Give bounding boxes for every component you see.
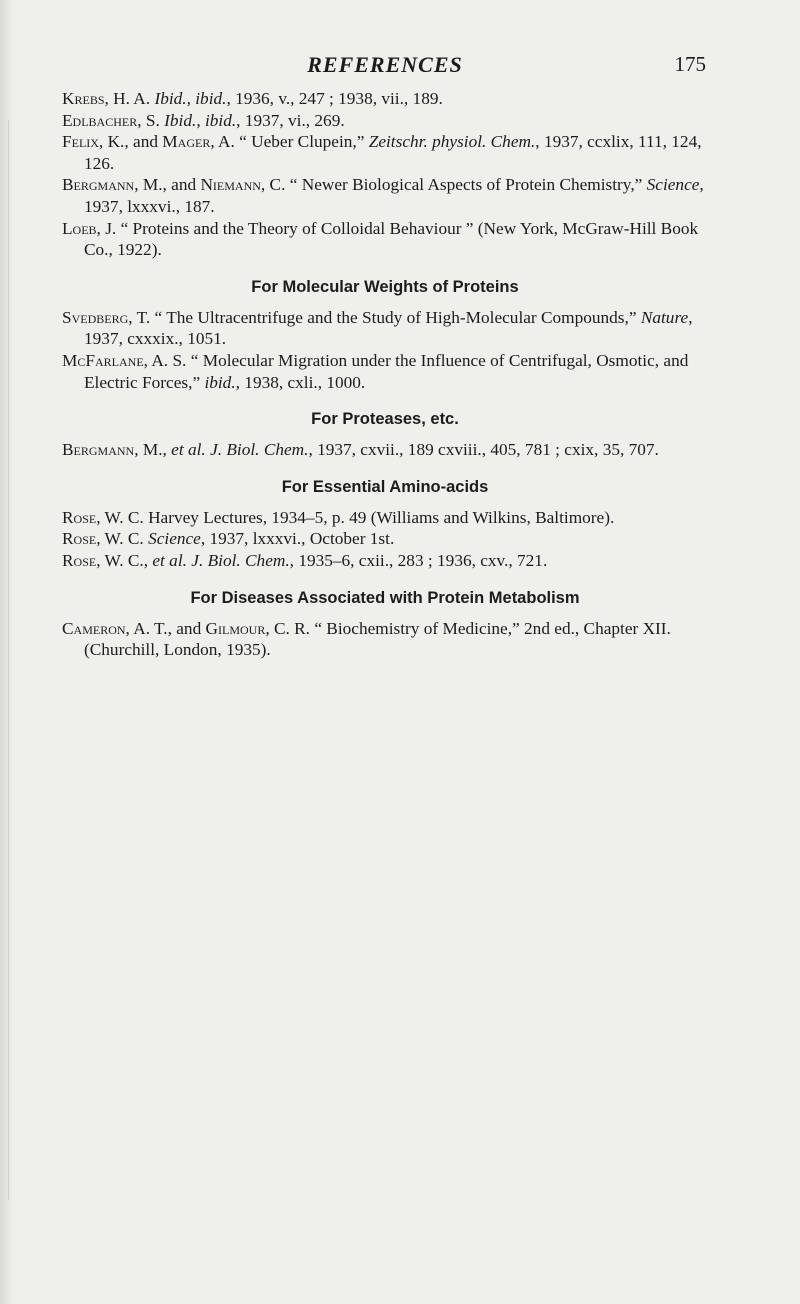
reference-text: and xyxy=(166,175,201,195)
reference-author: Bergmann, M., xyxy=(62,175,167,195)
reference-text: Harvey Lectures, 1934–5, p. 49 (Williams and Wilkins, Baltimore). xyxy=(143,507,615,527)
reference-text: , 1936, v., 247 ; 1938, vii., 189. xyxy=(226,89,443,108)
page-edge-shadow xyxy=(0,0,14,1304)
page-number: 175 xyxy=(674,52,706,76)
reference-entry xyxy=(62,307,708,350)
reference-italic-text: Ibid. xyxy=(164,110,197,130)
reference-text: , 1937, lxxxvi., October 1st. xyxy=(200,529,395,549)
reference-coauthor: Niemann, C. xyxy=(200,175,286,195)
reference-author: Edlbacher, S. xyxy=(62,110,160,130)
reference-entry xyxy=(62,88,708,110)
reference-italic-text: Zeitschr. physiol. Chem. xyxy=(368,132,536,152)
reference-text: “ Ueber Clupein,” xyxy=(234,132,369,152)
reference-text: and xyxy=(128,132,163,152)
reference-italic-text: ibid. xyxy=(204,110,237,130)
reference-text: , 1937, ccxlix, 111, 124, 126. xyxy=(84,132,702,173)
section-heading: For Molecular Weights of Proteins xyxy=(251,277,519,296)
reference-author: Rose, W. C. xyxy=(62,507,144,527)
reference-entry xyxy=(62,507,708,529)
reference-italic-text: ibid. xyxy=(195,89,227,108)
reference-text: “ Newer Biological Aspects of Protein Chemistry,” xyxy=(285,175,647,195)
reference-text: “ Molecular Migration under the Influence of Centrifugal, Osmotic, and Electric Forces,” xyxy=(84,350,689,392)
reference-text: , 1935–6, cxii., 283 ; 1936, cxv., 721. xyxy=(289,550,548,570)
reference-entry xyxy=(62,218,708,261)
reference-entry xyxy=(62,174,708,217)
reference-text: , xyxy=(186,89,196,108)
reference-italic-text: Nature xyxy=(640,307,689,327)
reference-text: , 1937, cxvii., 189 cxviii., 405, 781 ; cxix, 35, 707. xyxy=(308,440,659,460)
reference-coauthor: Gilmour, C. R. xyxy=(205,618,310,638)
reference-entry xyxy=(62,131,708,174)
reference-italic-text: ibid. xyxy=(204,372,236,392)
reference-entry xyxy=(62,618,708,661)
reference-entry xyxy=(62,550,708,572)
reference-text: “ Biochemistry of Medicine,” 2nd ed., Chapter XII. (Churchill, London, 1935). xyxy=(84,618,671,660)
reference-text: “ Proteins and the Theory of Colloidal Behaviour ” (New York, McGraw-Hill Book Co., 1922). xyxy=(84,218,699,260)
reference-author: Felix, K., xyxy=(62,132,129,152)
reference-coauthor: Mager, A. xyxy=(162,132,235,152)
reference-text: , 1937, lxxxvi., 187. xyxy=(84,175,704,216)
reference-author: Krebs, H. A. xyxy=(62,89,151,108)
reference-italic-text: Science xyxy=(148,529,201,549)
reference-entry xyxy=(62,350,708,393)
reference-author: Svedberg, T. xyxy=(62,307,151,327)
reference-italic-text: J. Biol. Chem. xyxy=(210,440,309,460)
reference-author: Rose, W. C. xyxy=(62,529,144,549)
reference-entry xyxy=(62,439,708,461)
running-title: REFERENCES xyxy=(307,52,463,77)
reference-author: Rose, W. C., xyxy=(62,550,149,570)
reference-italic-text: et al. xyxy=(171,440,206,460)
running-head xyxy=(62,52,708,80)
reference-italic-text: J. Biol. Chem. xyxy=(191,550,290,570)
section-heading: For Diseases Associated with Protein Metabolism xyxy=(190,588,580,607)
reference-text: “ The Ultracentrifuge and the Study of High-Molecular Compounds,” xyxy=(150,307,641,327)
reference-author: Loeb, J. xyxy=(62,218,117,238)
section-heading: For Essential Amino-acids xyxy=(281,477,489,496)
reference-text: , 1938, cxli., 1000. xyxy=(235,372,366,392)
reference-entry xyxy=(62,110,708,132)
reference-author: McFarlane, A. S. xyxy=(62,350,187,370)
reference-author: Bergmann, M., xyxy=(62,440,167,460)
section-heading: For Proteases, etc. xyxy=(311,410,459,429)
references-list xyxy=(62,88,708,661)
reference-author: Cameron, A. T., xyxy=(62,618,172,638)
reference-text: and xyxy=(171,618,206,638)
reference-italic-text: Science xyxy=(646,175,700,195)
reference-italic-text: et al. xyxy=(152,550,187,570)
reference-entry xyxy=(62,528,708,550)
reference-text: , 1937, vi., 269. xyxy=(236,110,345,130)
reference-text: , 1937, cxxxix., 1051. xyxy=(84,307,693,349)
reference-text: , xyxy=(196,110,205,130)
reference-italic-text: Ibid. xyxy=(154,89,187,108)
